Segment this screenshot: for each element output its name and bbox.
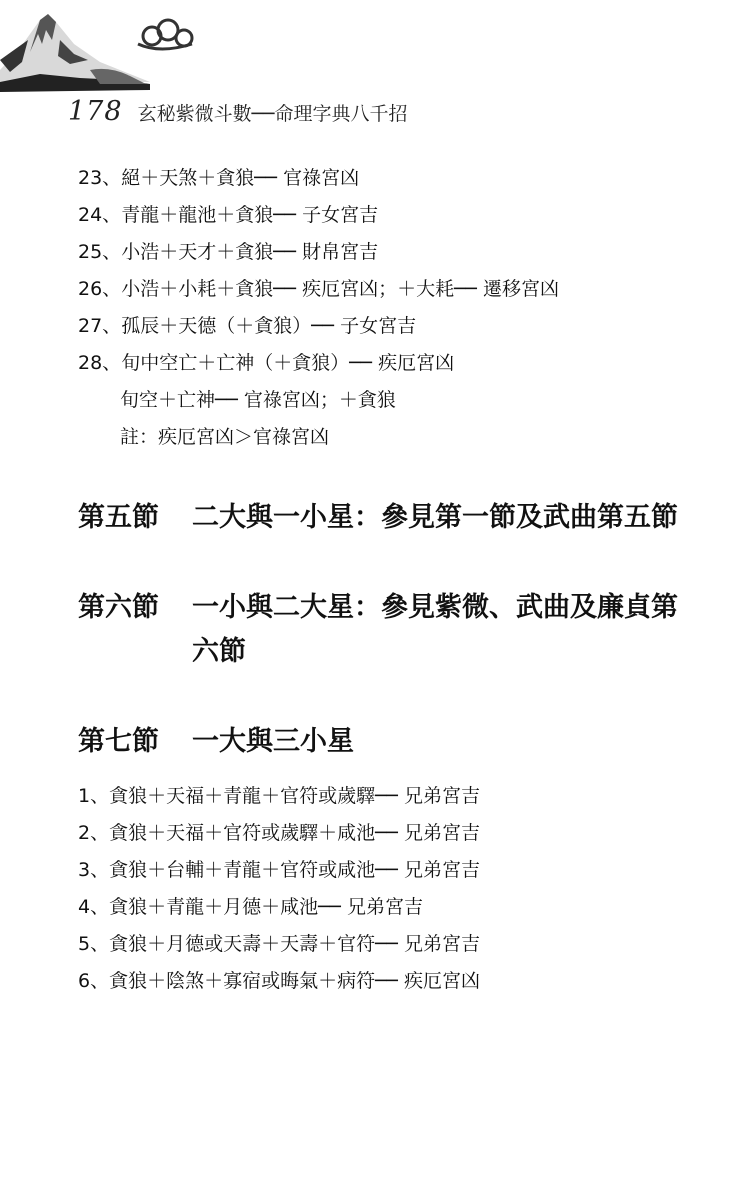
page-header (68, 96, 408, 127)
book-title: 玄秘紫微斗數──命理字典八千招 (137, 103, 408, 125)
section-title: 一小與二大星：參見紫微、武曲及廉貞第六節 (192, 592, 678, 667)
section-title: 一大與三小星 (192, 726, 354, 757)
page-number: 178 (68, 96, 123, 127)
list-item: 2、 貪狼＋天福＋官符或歲驛＋咸池── 兄弟宮吉 (78, 822, 481, 844)
list-item: 4、 貪狼＋青龍＋月德＋咸池── 兄弟宮吉 (78, 896, 424, 918)
list-item: 24、 青龍＋龍池＋貪狼── 子女宮吉 (78, 204, 379, 226)
list-item: 28、 旬中空亡＋亡神（＋貪狼）── 疾厄宮凶 (78, 352, 455, 374)
item-28-continuation: 旬空＋亡神── 官祿宮凶；＋貪狼 (120, 389, 396, 411)
list-item: 23、 絕＋天煞＋貪狼── 官祿宮凶 (78, 167, 360, 189)
section-label: 第六節 (78, 592, 159, 623)
section-heading (78, 720, 698, 764)
item-list-top (78, 160, 698, 382)
section-label: 第七節 (78, 726, 159, 757)
list-item: 25、 小浩＋天才＋貪狼── 財帛宮吉 (78, 241, 379, 263)
page-body (78, 160, 698, 1000)
item-list-bottom (78, 778, 698, 1000)
list-item: 27、 孤辰＋天德（＋貪狼）── 子女宮吉 (78, 315, 417, 337)
list-item: 1、 貪狼＋天福＋青龍＋官符或歲驛── 兄弟宮吉 (78, 785, 481, 807)
section-heading (78, 586, 698, 674)
cloud-ornament (130, 14, 330, 74)
section-label: 第五節 (78, 502, 159, 533)
section-title: 二大與一小星：參見第一節及武曲第五節 (192, 502, 678, 533)
section-heading (78, 496, 698, 540)
list-item: 5、 貪狼＋月德或天壽＋天壽＋官符── 兄弟宮吉 (78, 933, 481, 955)
list-item: 26、 小浩＋小耗＋貪狼── 疾厄宮凶；＋大耗── 遷移宮凶 (78, 278, 560, 300)
list-item: 3、 貪狼＋台輔＋青龍＋官符或咸池── 兄弟宮吉 (78, 859, 481, 881)
item-28-note: 註：疾厄宮凶＞官祿宮凶 (120, 426, 330, 448)
list-item: 6、 貪狼＋陰煞＋寡宿或晦氣＋病符── 疾厄宮凶 (78, 970, 481, 992)
